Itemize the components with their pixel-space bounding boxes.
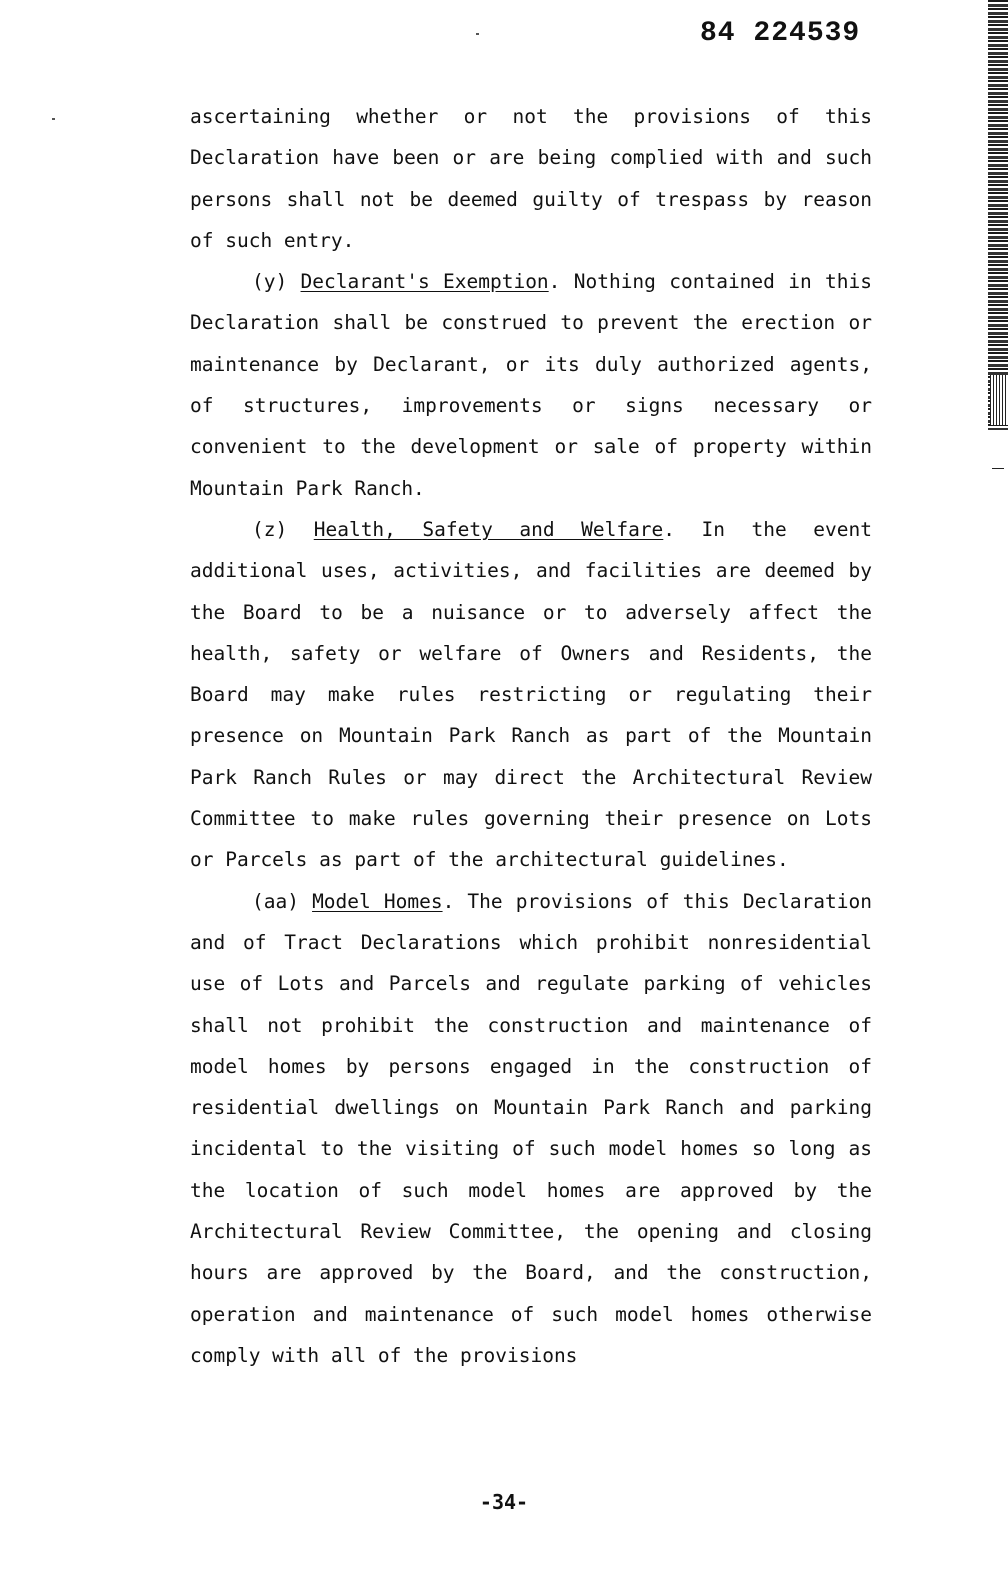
- section-title: Model Homes: [312, 889, 443, 913]
- section-title: Health, Safety and Welfare: [313, 517, 664, 541]
- section-marker: (z): [252, 517, 314, 541]
- section-aa-model-homes: [190, 881, 872, 1377]
- section-text: . Nothing contained in this Declaration shall be construed to prevent the erection or maintenance by Declarant, or its duly authorized agents, of structures, improvements or signs necessary or convenient to the development or sale of property within Mountain Park Ranch.: [190, 270, 872, 500]
- scan-edge-artifact: [988, 0, 1008, 430]
- paragraph-text: ascertaining whether or not the provisions of this Declaration have been or are being complied with and such persons shall not be deemed guilty of trespass by reason of such entry.: [190, 105, 872, 252]
- section-text: . The provisions of this Declaration and of Tract Declarations which prohibit nonresidential use of Lots and Parcels and regulate parking of vehicles shall not prohibit the construction and maintenance of model homes by persons engaged in the construction of residential dwellings on Mountain Park Ranch and parking incidental to the visiting of such model homes so long as the location of such model homes are approved by the Architectural Review Committee, the opening and closing hours are approved by the Board, and the construction, operation and maintenance of such model homes otherwise comply with all of the provisions: [190, 889, 872, 1367]
- scan-speck: [476, 33, 479, 35]
- page-number: -34-: [479, 1490, 529, 1514]
- paragraph-continuation: [190, 96, 872, 261]
- document-number: 84 224539: [700, 18, 861, 49]
- scan-tick-mark: [992, 468, 1004, 469]
- scan-speck: [52, 118, 55, 120]
- section-y-declarants-exemption: [190, 261, 872, 509]
- section-text: . In the event additional uses, activities, and facilities are deemed by the Board to be a nuisance or to adversely affect the health, safety or welfare of Owners and Residents, the Board may make rules restricting or regulating their presence on Mountain Park Ranch as part of the Mountain Park Ranch Rules or may direct the Architectural Review Committee to make rules governing their presence on Lots or Parcels as part of the architectural guidelines.: [190, 517, 872, 872]
- section-z-health-safety-welfare: [190, 509, 872, 881]
- scan-edge-artifact-lower: [990, 375, 1008, 425]
- document-body: [190, 96, 872, 1376]
- section-marker: (y): [252, 270, 301, 294]
- section-marker: (aa): [252, 889, 313, 913]
- section-title: Declarant's Exemption: [300, 270, 549, 294]
